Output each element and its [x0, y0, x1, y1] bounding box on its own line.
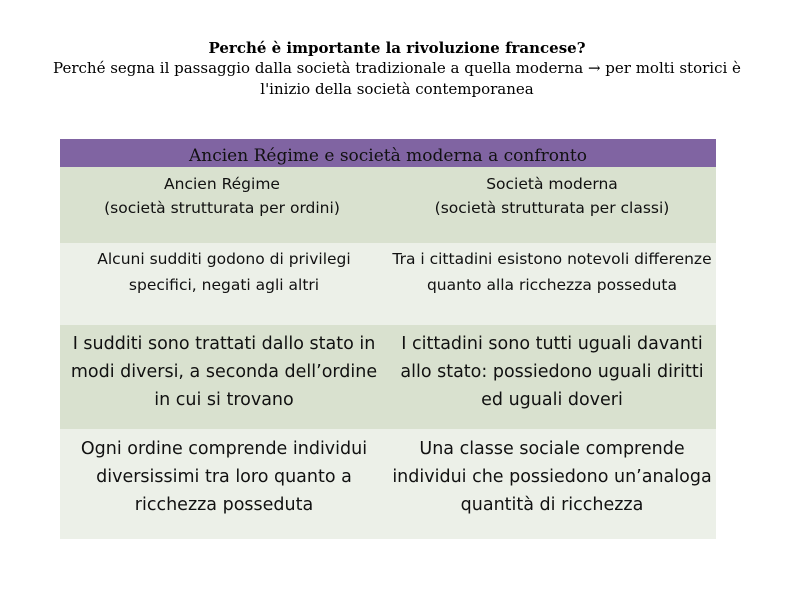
table-cell-societa-moderna: I cittadini sono tutti uguali davanti allo stato: possiedono uguali diritti ed uguali doveri [400, 334, 704, 410]
header-societa-moderna-title: Società moderna [486, 175, 618, 193]
table-cell-ancien-regime: Alcuni sudditi godono di privilegi specifici, negati agli altri [97, 250, 351, 294]
table-row [60, 243, 716, 325]
header-societa-moderna-subtitle: (società strutturata per classi) [434, 199, 670, 217]
table-row [60, 325, 716, 429]
table-cell-ancien-regime: I sudditi sono trattati dallo stato in modi diversi, a seconda dell’ordine in cui si trovano [70, 334, 378, 410]
header-ancien-regime-title: Ancien Régime [164, 175, 280, 193]
table-row [60, 429, 716, 539]
table-cell-societa-moderna: Tra i cittadini esistono notevoli differenze quanto alla ricchezza posseduta [392, 250, 712, 294]
comparison-table [60, 139, 716, 539]
header-societa-moderna [388, 167, 716, 243]
table-title: Ancien Régime e società moderna a confronto [189, 146, 587, 166]
table-header-row [60, 167, 716, 243]
question-text: Perché è importante la rivoluzione francese? [208, 39, 586, 57]
slide-heading [0, 38, 794, 100]
header-ancien-regime-subtitle: (società strutturata per ordini) [104, 199, 340, 217]
table-title-bar [60, 139, 716, 167]
table-cell-ancien-regime: Ogni ordine comprende individui diversissimi tra loro quanto a ricchezza posseduta [80, 439, 368, 515]
header-ancien-regime [60, 167, 388, 243]
answer-text: Perché segna il passaggio dalla società tradizionale a quella moderna → per molti storici è l'inizio della società contemporanea [53, 59, 741, 98]
table-cell-societa-moderna: Una classe sociale comprende individui che possiedono un’analoga quantità di ricchezza [392, 439, 712, 515]
